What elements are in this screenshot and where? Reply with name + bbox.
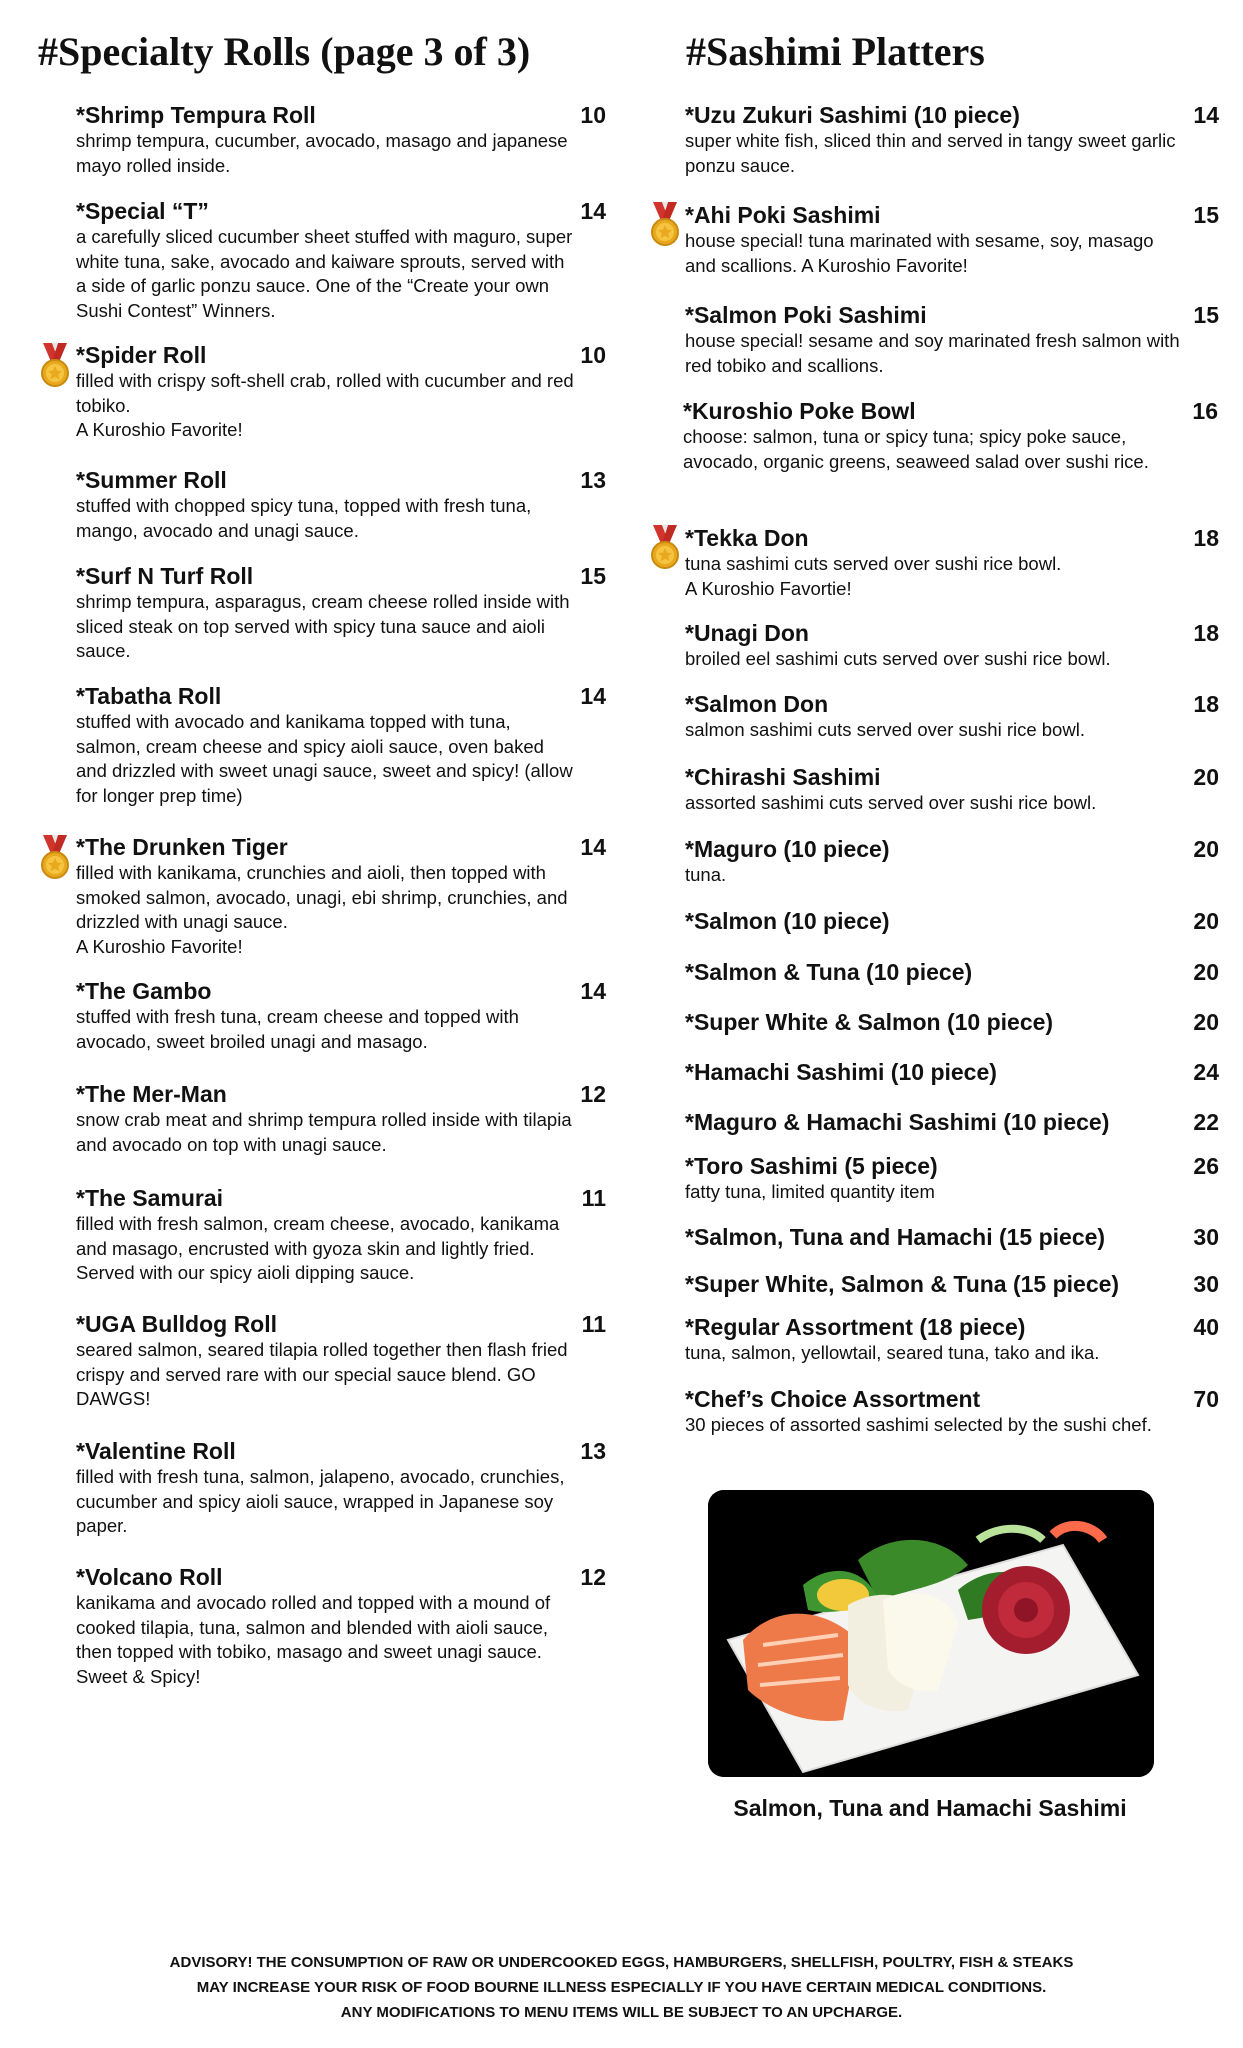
item-price: 15	[1193, 302, 1219, 328]
item-price: 20	[1193, 908, 1219, 934]
menu-item	[685, 1009, 1219, 1036]
item-name: *Surf N Turf Roll	[76, 563, 254, 589]
menu-item	[76, 978, 606, 1054]
item-name: *Salmon, Tuna and Hamachi (15 piece)	[685, 1224, 1106, 1250]
item-name: *Ahi Poki Sashimi	[685, 202, 881, 228]
item-price: 70	[1193, 1386, 1219, 1412]
item-name: *Super White, Salmon & Tuna (15 piece)	[685, 1271, 1120, 1297]
item-price: 15	[1193, 202, 1219, 228]
advisory-notice	[0, 1950, 1243, 2025]
item-favorite-note: A Kuroshio Favorite!	[76, 935, 243, 957]
item-price: 16	[1192, 398, 1218, 424]
menu-item	[76, 1185, 606, 1286]
item-description: tuna.	[685, 864, 727, 885]
menu-item	[685, 1109, 1219, 1136]
sashimi-plate-illustration	[708, 1490, 1154, 1777]
item-name: *Tabatha Roll	[76, 683, 222, 709]
item-description: broiled eel sashimi cuts served over sushi rice bowl.	[685, 648, 1111, 669]
item-name: *Volcano Roll	[76, 1564, 223, 1590]
item-price: 18	[1193, 620, 1219, 646]
menu-item	[76, 1564, 606, 1689]
advisory-line: MAY INCREASE YOUR RISK OF FOOD BOURNE ILLNESS ESPECIALLY IF YOU HAVE CERTAIN MEDICAL CONDITIONS.	[196, 1979, 1047, 1996]
item-description: kanikama and avocado rolled and topped with a mound of cooked tilapia, tuna, salmon and blended with aioli sauce, then topped with tobiko, masago and sweet unagi sauce. Sweet & Spicy!	[76, 1592, 551, 1687]
item-name: *Kuroshio Poke Bowl	[683, 398, 916, 424]
menu-item	[685, 102, 1219, 178]
menu-item	[685, 1314, 1219, 1366]
item-name: *Hamachi Sashimi (10 piece)	[685, 1059, 997, 1085]
item-name: *Regular Assortment (18 piece)	[685, 1314, 1026, 1340]
item-price: 14	[580, 683, 606, 709]
item-description: tuna sashimi cuts served over sushi rice bowl.	[685, 553, 1062, 574]
menu-item	[685, 1386, 1219, 1438]
item-price: 10	[580, 342, 606, 368]
advisory-line: ADVISORY! THE CONSUMPTION OF RAW OR UNDERCOOKED EGGS, HAMBURGERS, SHELLFISH, POULTRY, FISH & STEAKS	[169, 1954, 1074, 1971]
item-description: filled with crispy soft-shell crab, rolled with cucumber and red tobiko.	[76, 370, 574, 416]
item-price: 26	[1193, 1153, 1219, 1179]
item-name: *Toro Sashimi (5 piece)	[685, 1153, 938, 1179]
item-price: 14	[580, 978, 606, 1004]
menu-item	[685, 908, 1219, 935]
menu-item	[685, 620, 1219, 672]
item-name: *Salmon & Tuna (10 piece)	[685, 959, 973, 985]
menu-item	[76, 683, 606, 808]
sashimi-photo	[708, 1490, 1154, 1777]
item-name: *The Mer-Man	[76, 1081, 227, 1107]
item-description: filled with kanikama, crunchies and aioli, then topped with smoked salmon, avocado, unagi, ebi shrimp, crunchies, and drizzled with unagi sauce.	[76, 862, 568, 932]
item-price: 24	[1193, 1059, 1219, 1085]
item-description: 30 pieces of assorted sashimi selected by the sushi chef.	[685, 1414, 1152, 1435]
menu-item	[685, 202, 1219, 278]
menu-item	[685, 525, 1219, 601]
menu-item	[76, 1438, 606, 1539]
menu-item	[76, 198, 606, 323]
advisory-line: ANY MODIFICATIONS TO MENU ITEMS WILL BE SUBJECT TO AN UPCHARGE.	[340, 2004, 903, 2021]
item-name: *Tekka Don	[685, 525, 809, 551]
item-description: a carefully sliced cucumber sheet stuffed with maguro, super white tuna, sake, avocado and kaiware sprouts, served with a side of garlic ponzu sauce. One of the “Create your own Sushi Contest” Winners.	[76, 226, 573, 321]
medal-icon	[648, 202, 682, 248]
item-name: *Maguro (10 piece)	[685, 836, 890, 862]
item-name: *Special “T”	[76, 198, 209, 224]
item-name: *Unagi Don	[685, 620, 809, 646]
item-name: *Chirashi Sashimi	[685, 764, 881, 790]
item-description: stuffed with chopped spicy tuna, topped with fresh tuna, mango, avocado and unagi sauce.	[76, 495, 532, 541]
menu-item	[685, 1059, 1219, 1086]
menu-item	[685, 764, 1219, 816]
specialty-rolls-title: #Specialty Rolls (page 3 of 3)	[38, 29, 531, 74]
item-name: *Salmon Don	[685, 691, 829, 717]
menu-item	[76, 467, 606, 543]
item-description: choose: salmon, tuna or spicy tuna; spicy poke sauce, avocado, organic greens, seaweed salad over sushi rice.	[683, 426, 1149, 472]
item-name: *Shrimp Tempura Roll	[76, 102, 316, 128]
item-price: 14	[580, 198, 606, 224]
menu-item	[76, 563, 606, 664]
item-description: snow crab meat and shrimp tempura rolled inside with tilapia and avocado on top with unagi sauce.	[76, 1109, 572, 1155]
item-price: 30	[1193, 1271, 1219, 1297]
item-favorite-note: A Kuroshio Favortie!	[685, 577, 852, 599]
item-description: seared salmon, seared tilapia rolled together then flash fried crispy and served rare with our special sauce blend. GO DAWGS!	[76, 1339, 568, 1409]
menu-item	[683, 398, 1218, 474]
item-description: assorted sashimi cuts served over sushi rice bowl.	[685, 792, 1097, 813]
menu-item	[685, 691, 1219, 743]
item-price: 14	[580, 834, 606, 860]
medal-icon	[38, 343, 72, 389]
item-description: filled with fresh tuna, salmon, jalapeno, avocado, crunchies, cucumber and spicy aioli sauce, wrapped in Japanese soy paper.	[76, 1466, 565, 1536]
item-description: filled with fresh salmon, cream cheese, avocado, kanikama and masago, encrusted with gyoza skin and lightly fried. Served with our spicy aioli dipping sauce.	[76, 1213, 560, 1283]
photo-caption: Salmon, Tuna and Hamachi Sashimi	[733, 1795, 1127, 1821]
menu-item	[685, 836, 1219, 888]
item-name: *Summer Roll	[76, 467, 227, 493]
item-name: *Salmon Poki Sashimi	[685, 302, 927, 328]
item-price: 30	[1193, 1224, 1219, 1250]
menu-item	[76, 834, 606, 959]
item-name: *Spider Roll	[76, 342, 207, 368]
item-price: 18	[1193, 691, 1219, 717]
item-name: *The Drunken Tiger	[76, 834, 288, 860]
item-description: house special! tuna marinated with sesame, soy, masago and scallions. A Kuroshio Favorite!	[685, 230, 1154, 276]
medal-icon	[38, 835, 72, 881]
item-description: stuffed with avocado and kanikama topped with tuna, salmon, cream cheese and spicy aioli sauce, oven baked and drizzled with sweet unagi sauce, sweet and spicy! (allow for longer prep time)	[76, 711, 573, 806]
item-price: 22	[1193, 1109, 1219, 1135]
item-description: super white fish, sliced thin and served in tangy sweet garlic ponzu sauce.	[685, 130, 1176, 176]
item-price: 40	[1193, 1314, 1219, 1340]
item-price: 12	[580, 1081, 606, 1107]
menu-item	[76, 102, 606, 178]
item-price: 11	[581, 1185, 606, 1211]
item-name: *UGA Bulldog Roll	[76, 1311, 278, 1337]
item-name: *Valentine Roll	[76, 1438, 236, 1464]
item-description: fatty tuna, limited quantity item	[685, 1181, 935, 1202]
item-description: salmon sashimi cuts served over sushi rice bowl.	[685, 719, 1085, 740]
item-name: *The Gambo	[76, 978, 212, 1004]
item-price: 10	[580, 102, 606, 128]
item-name: *Super White & Salmon (10 piece)	[685, 1009, 1054, 1035]
menu-item	[685, 302, 1219, 378]
item-price: 13	[580, 467, 606, 493]
item-price: 20	[1193, 764, 1219, 790]
menu-item	[685, 959, 1219, 986]
item-description: house special! sesame and soy marinated fresh salmon with red tobiko and scallions.	[685, 330, 1180, 376]
item-description: shrimp tempura, cucumber, avocado, masago and japanese mayo rolled inside.	[76, 130, 568, 176]
item-price: 20	[1193, 959, 1219, 985]
medal-icon	[648, 525, 682, 571]
menu-item	[685, 1224, 1219, 1251]
menu-item	[76, 1311, 606, 1412]
item-description: tuna, salmon, yellowtail, seared tuna, tako and ika.	[685, 1342, 1100, 1363]
item-price: 15	[580, 563, 606, 589]
menu-item	[685, 1153, 1219, 1205]
item-name: *Maguro & Hamachi Sashimi (10 piece)	[685, 1109, 1110, 1135]
menu-item	[76, 1081, 606, 1157]
item-name: *The Samurai	[76, 1185, 223, 1211]
item-price: 20	[1193, 1009, 1219, 1035]
item-name: *Chef’s Choice Assortment	[685, 1386, 981, 1412]
item-price: 13	[580, 1438, 606, 1464]
sashimi-platters-title: #Sashimi Platters	[686, 29, 985, 74]
item-description: stuffed with fresh tuna, cream cheese and topped with avocado, sweet broiled unagi and masago.	[76, 1006, 519, 1052]
menu-item	[76, 342, 606, 443]
menu-item	[685, 1271, 1219, 1298]
item-description: shrimp tempura, asparagus, cream cheese rolled inside with sliced steak on top served with spicy tuna sauce and aioli sauce.	[76, 591, 570, 661]
item-name: *Uzu Zukuri Sashimi (10 piece)	[685, 102, 1020, 128]
item-price: 18	[1193, 525, 1219, 551]
item-price: 12	[580, 1564, 606, 1590]
item-favorite-note: A Kuroshio Favorite!	[76, 419, 243, 440]
item-price: 14	[1193, 102, 1219, 128]
item-price: 11	[581, 1311, 606, 1337]
item-name: *Salmon (10 piece)	[685, 908, 890, 934]
item-price: 20	[1193, 836, 1219, 862]
